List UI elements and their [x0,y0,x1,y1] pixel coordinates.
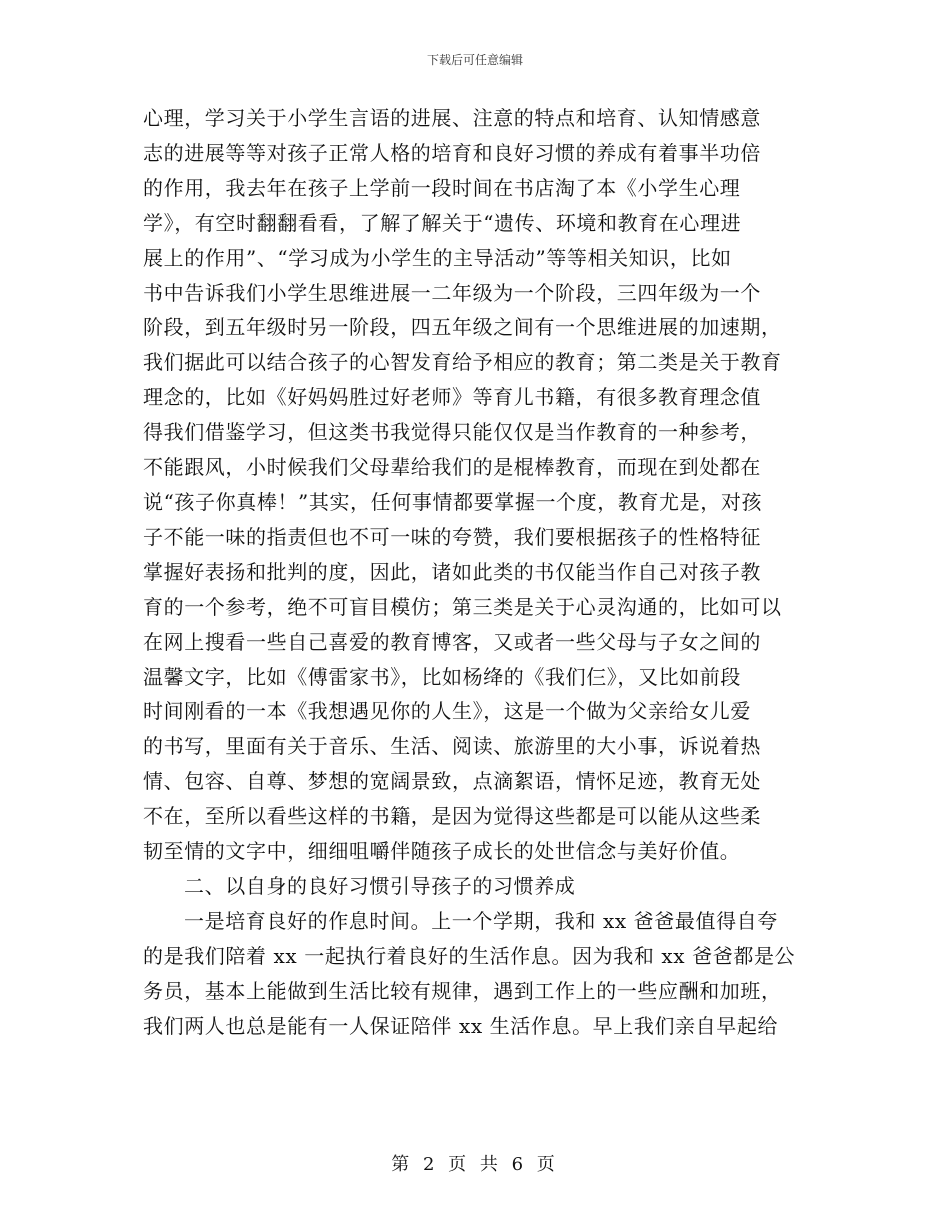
text-line: 展上的作用”、“学习成为小学生的主导活动”等等相关知识，比如 [143,245,732,270]
text-line: 务员，基本上能做到生活比较有规律，遇到工作上的一些应酬和加班， [143,978,782,1003]
text-line: 书中告诉我们小学生思维进展一二年级为一个阶段，三四年级为一个 [143,280,761,305]
text-line: 我们两人也总是能有一人保证陪伴 xx 生活作息。早上我们亲自早起给 [143,1013,779,1038]
text-line: 不在，至所以看些这样的书籍，是因为觉得这些都是可以能从这些柔 [143,804,761,829]
text-line: 的作用，我去年在孩子上学前一段时间在书店淘了本《小学生心理 [143,175,741,200]
page-header: 下载后可任意编辑 [426,53,523,67]
text-line: 时间刚看的一本《我想遇见你的人生》，这是一个做为父亲给女儿爱 [143,699,751,724]
text-line: 得我们借鉴学习，但这类书我觉得只能仅仅是当作教育的一种参考， [143,420,761,445]
text-line: 育的一个参考，绝不可盲目模仿；第三类是关于心灵沟通的，比如可以 [143,594,782,619]
text-line: 子不能一味的指责但也不可一味的夸赞，我们要根据孩子的性格特征 [143,524,761,549]
text-line: 我们据此可以结合孩子的心智发育给予相应的教育；第二类是关于教育 [143,350,782,375]
text-line: 的书写，里面有关于音乐、生活、阅读、旅游里的大小事，诉说着热 [143,734,761,759]
text-line: 说“孩子你真棒！”其实，任何事情都要掌握一个度，教育尤是，对孩 [143,489,763,514]
text-line: 温馨文字，比如《傅雷家书》，比如杨绛的《我们仨》，又比如前段 [143,664,741,689]
text-line: 心理，学习关于小学生言语的进展、注意的特点和培育、认知情感意 [143,106,761,130]
section-heading: 二、以自身的良好习惯引导孩子的习惯养成 [184,873,576,898]
text-line: 志的进展等等对孩子正常人格的培育和良好习惯的养成有着事半功倍 [143,140,761,165]
text-line: 情、包容、自尊、梦想的宽阔景致，点滴絮语，情怀足迹，教育无处 [143,769,761,794]
document-body [143,101,813,1043]
page-footer: 第 2 页 共 6 页 [391,1154,559,1175]
text-line: 在网上搜看一些自己喜爱的教育博客，又或者一些父母与子女之间的 [143,629,761,654]
text-line: 阶段，到五年级时另一阶段，四五年级之间有一个思维进展的加速期， [143,315,782,340]
text-line: 韧至情的文字中，细细咀嚼伴随孩子成长的处世信念与美好价值。 [143,839,741,864]
text-line: 不能跟风，小时候我们父母辈给我们的是棍棒教育，而现在到处都在 [143,455,761,480]
text-line: 学》，有空时翻翻看看，了解了解关于“遗传、环境和教育在心理进 [143,210,742,235]
text-line: 的是我们陪着 xx 一起执行着良好的生活作息。因为我和 xx 爸爸都是公 [143,943,796,968]
text-line: 理念的，比如《好妈妈胜过好老师》等育儿书籍，有很多教育理念值 [143,385,761,410]
text-line: 掌握好表扬和批判的度，因此，诸如此类的书仅能当作自己对孩子教 [143,559,761,584]
paragraph-start-line: 一是培育良好的作息时间。上一个学期，我和 xx 爸爸最值得自夸 [184,908,778,933]
